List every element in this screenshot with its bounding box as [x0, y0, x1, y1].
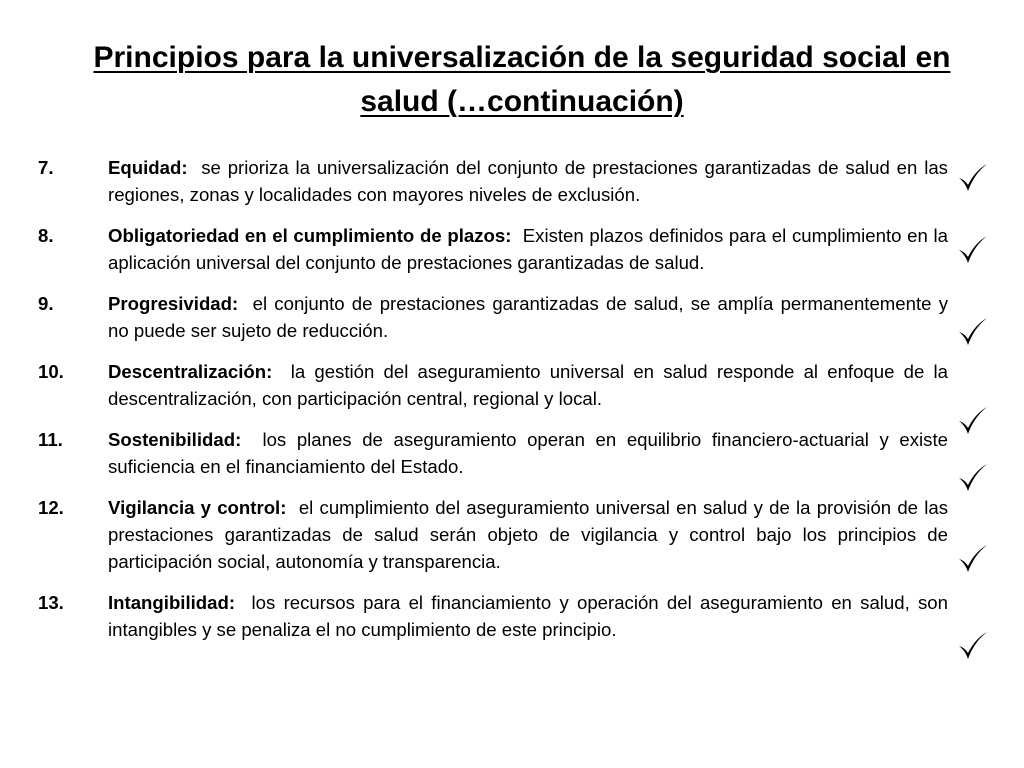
item-number: 11.	[38, 429, 63, 450]
item-number: 12.	[38, 497, 64, 518]
item-number: 8.	[38, 225, 54, 246]
item-number: 7.	[38, 157, 54, 178]
checkmark-icon	[954, 232, 990, 268]
checkmark-icon	[954, 403, 990, 439]
item-text: los planes de aseguramiento operan en equilibrio financiero-actuarial y existe suficiencia en el financiamiento del Estado.	[108, 429, 948, 477]
item-number: 13.	[38, 592, 64, 613]
checkmark-icon	[954, 460, 990, 496]
item-text: el cumplimiento del aseguramiento universal en salud y de la provisión de las prestaciones garantizadas de salud serán objeto de vigilancia y control bajo los principios de participación social, autonomía y transparencia.	[108, 497, 948, 572]
item-text: la gestión del aseguramiento universal en salud responde al enfoque de la descentralización, con participación central, regional y local.	[108, 361, 948, 409]
item-number: 9.	[38, 293, 54, 314]
checkmark-icon	[954, 160, 990, 196]
checkmark-icon	[954, 314, 990, 350]
item-label: Intangibilidad:	[108, 592, 236, 613]
item-label: Sostenibilidad:	[108, 429, 242, 450]
item-text: los recursos para el financiamiento y operación del aseguramiento en salud, son intangibles y se penaliza el no cumplimiento de este principio.	[108, 592, 948, 640]
list-item-10	[38, 358, 948, 412]
slide-title: Principios para la universalización de la seguridad social en salud (…continuación)	[93, 41, 951, 118]
item-label: Obligatoriedad en el cumplimiento de plazos:	[108, 225, 512, 246]
list-item-7	[38, 154, 948, 208]
list-item-9	[38, 290, 948, 344]
item-text: Existen plazos definidos para el cumplimiento en la aplicación universal del conjunto de prestaciones garantizadas de salud.	[108, 225, 948, 273]
item-label: Descentralización:	[108, 361, 273, 382]
item-label: Progresividad:	[108, 293, 239, 314]
list-item-8	[38, 222, 948, 276]
list-item-11	[38, 426, 948, 480]
list-item-13	[38, 589, 948, 643]
checkmark-icon	[954, 628, 990, 664]
checkmark-column	[954, 0, 998, 768]
principles-list	[38, 154, 948, 643]
item-text: se prioriza la universalización del conjunto de prestaciones garantizadas de salud en las regiones, zonas y localidades con mayores niveles de exclusión.	[108, 157, 948, 205]
item-text: el conjunto de prestaciones garantizadas de salud, se amplía permanentemente y no puede ser sujeto de reducción.	[108, 293, 948, 341]
item-label: Vigilancia y control:	[108, 497, 287, 518]
item-label: Equidad:	[108, 157, 188, 178]
list-item-12	[38, 494, 948, 575]
checkmark-icon	[954, 541, 990, 577]
item-number: 10.	[38, 361, 64, 382]
